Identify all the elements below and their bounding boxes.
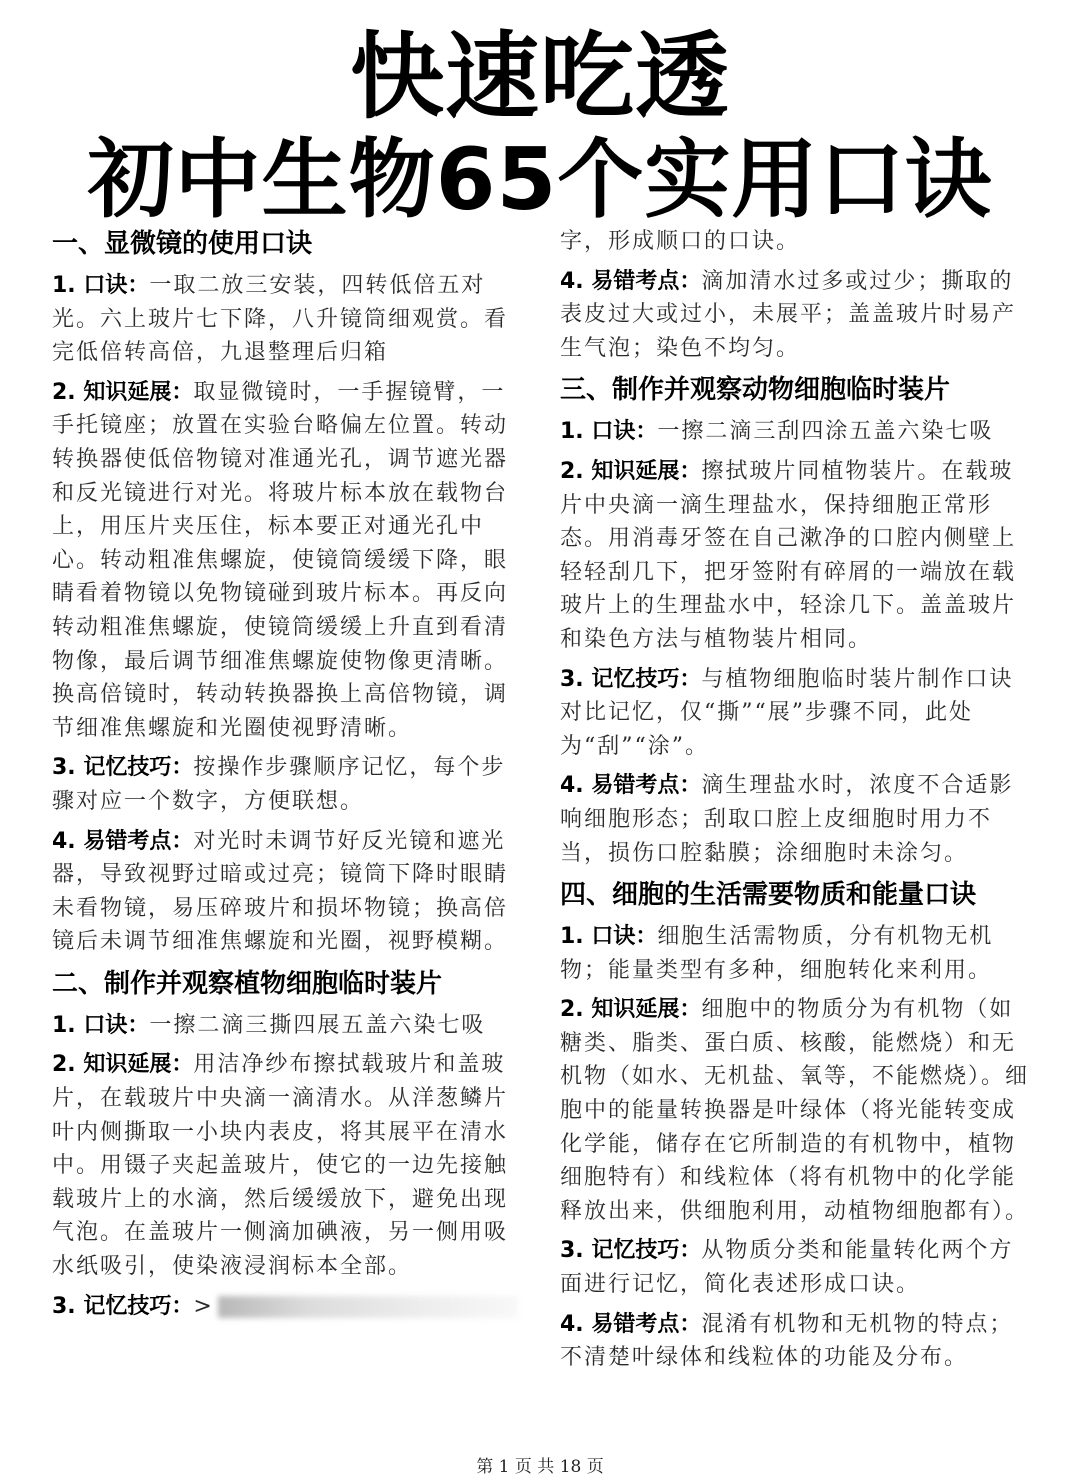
mnemonic-paragraph xyxy=(52,269,522,370)
errors-label: 4. 易错考点： xyxy=(560,773,702,799)
memory-paragraph xyxy=(52,751,522,818)
section-heading-microscope: 一、显微镜的使用口诀 xyxy=(52,229,313,259)
memory-text: 按操作步骤顺序记忆，每个步骤对应一个数字，方便联想。 xyxy=(52,755,506,814)
extension-paragraph xyxy=(52,1048,522,1283)
section-heading-plant-cell: 二、制作并观察植物细胞临时装片 xyxy=(52,968,443,999)
extension-paragraph xyxy=(560,993,1030,1228)
errors-label: 4. 易错考点： xyxy=(560,268,702,294)
mnemonic-text: 一擦二滴三刮四涂五盖六染七吸 xyxy=(657,419,994,445)
memory-paragraph xyxy=(560,1234,1030,1301)
mnemonic-text: 细胞生活需物质，分有机物无机物；能量类型有多种，细胞转化来利用。 xyxy=(560,924,994,983)
errors-label: 4. 易错考点： xyxy=(560,1311,702,1337)
mnemonic-text: 一擦二滴三撕四展五盖六染七吸 xyxy=(149,1012,486,1038)
errors-label: 4. 易错考点： xyxy=(52,828,194,854)
extension-label: 2. 知识延展： xyxy=(560,458,702,484)
page-number: 第 1 页 共 18 页 xyxy=(476,1457,604,1477)
mnemonic-label: 1. 口诀： xyxy=(52,273,150,298)
errors-text: 对光时未调节好反光镜和遮光器，导致视野过暗或过亮；镜筒下降时眼睛未看物镜，易压碎玻片和损坏物镜；换高倍镜后未调节细准焦螺旋和光圈，视野模糊。 xyxy=(52,828,509,955)
extension-text: 擦拭玻片同植物装片。在载玻片中央滴一滴生理盐水，保持细胞正常形态。用消毒牙签在自己漱净的口腔内侧壁上轻轻刮几下，把牙签附有碎屑的一端放在载玻片上的生理盐水中，轻涂几下。盖盖玻片和染色方法与植物装片相同。 xyxy=(560,458,1017,652)
errors-text: 滴生理盐水时，浓度不合适影响细胞形态；刮取口腔上皮细胞时用力不当，损伤口腔黏膜；涂细胞时未涂匀。 xyxy=(560,773,1014,866)
extension-paragraph xyxy=(52,376,522,746)
errors-paragraph xyxy=(560,769,1030,870)
extension-text: 用洁净纱布擦拭载玻片和盖玻片，在载玻片中央滴一滴清水。从洋葱鳞片叶内侧撕取一小块内表皮，将其展平在清水中。用镊子夹起盖玻片，使它的一边先接触载玻片上的水滴，然后缓缓放下，避免出现气泡。在盖玻片一侧滴加碘液，另一侧用吸水纸吸引，使染液浸润标本全部。 xyxy=(52,1052,509,1280)
errors-paragraph xyxy=(52,825,522,959)
page-title-line1: 快速吃透 xyxy=(349,23,730,132)
memory-text: 与植物细胞临时装片制作口诀对比记忆，仅“撕”“展”步骤不同，此处为“刮”“涂”。 xyxy=(560,666,1014,759)
left-column xyxy=(52,225,522,1329)
errors-text: 滴加清水过多或过少；撕取的表皮过大或过小，未展平；盖盖玻片时易产生气泡；染色不均匀。 xyxy=(560,268,1017,361)
memory-text: 从物质分类和能量转化两个方面进行记忆，简化表述形成口诀。 xyxy=(560,1238,1014,1298)
errors-paragraph xyxy=(560,265,1030,366)
extension-text: 取显微镜时，一手握镜臂，一手托镜座；放置在实验台略偏左位置。转动转换器使低倍物镜对准通光孔，调节遮光器和反光镜进行对光。将玻片标本放在载物台上，用压片夹压住，标本要正对通光孔中心。转动粗准焦螺旋，使镜筒缓缓下降，眼睛看着物镜以免物镜碰到玻片标本。再反向转动粗准焦螺旋，使镜筒缓缓上升直到看清物像，最后调节细准焦螺旋使物像更清晰。换高倍镜时，转动转换器换上高倍物镜，调节细准焦螺旋和光圈使视野清晰。 xyxy=(52,379,509,741)
mnemonic-label: 1. 口诀： xyxy=(560,924,658,950)
errors-text: 混淆有机物和无机物的特点；不清楚叶绿体和线粒体的功能及分布。 xyxy=(560,1311,1014,1371)
mnemonic-label: 1. 口诀： xyxy=(52,1012,150,1038)
memory-label: 3. 记忆技巧： xyxy=(560,666,702,692)
memory-label: 3. 记忆技巧： xyxy=(52,755,194,781)
section-heading-animal-cell: 三、制作并观察动物细胞临时装片 xyxy=(560,375,951,406)
memory-text-partial: > xyxy=(193,1293,214,1319)
extension-paragraph xyxy=(560,455,1030,657)
memory-continuation: 字，形成顺口的口诀。 xyxy=(560,229,801,254)
section-heading-cell-energy: 四、细胞的生活需要物质和能量口诀 xyxy=(560,880,977,911)
errors-paragraph xyxy=(560,1308,1030,1375)
mnemonic-paragraph xyxy=(560,415,1030,449)
mnemonic-paragraph xyxy=(560,920,1030,987)
page-title-line2: 初中生物65个实用口诀 xyxy=(87,130,993,230)
mnemonic-label: 1. 口诀： xyxy=(560,419,658,445)
mnemonic-text: 一取二放三安装，四转低倍五对光。六上玻片七下降，八升镜筒细观赏。看完低倍转高倍，九退整理后归箱 xyxy=(52,273,509,366)
blurred-redaction xyxy=(218,1296,518,1318)
mnemonic-paragraph xyxy=(52,1009,522,1043)
memory-paragraph xyxy=(52,1290,522,1324)
extension-label: 2. 知识延展： xyxy=(52,1052,194,1078)
extension-label: 2. 知识延展： xyxy=(560,997,702,1023)
right-column xyxy=(560,225,1030,1381)
memory-paragraph xyxy=(560,663,1030,764)
memory-label: 3. 记忆技巧： xyxy=(52,1293,194,1319)
extension-label: 2. 知识延展： xyxy=(52,379,194,405)
extension-text: 细胞中的物质分为有机物（如糖类、脂类、蛋白质、核酸，能燃烧）和无机物（如水、无机盐、氧等，不能燃烧）。细胞中的能量转换器是叶绿体（将光能转变成化学能，储存在它所制造的有机物中，植物细胞特有）和线粒体（将有机物中的化学能释放出来，供细胞利用，动植物细胞都有）。 xyxy=(560,997,1030,1224)
memory-label: 3. 记忆技巧： xyxy=(560,1238,702,1264)
